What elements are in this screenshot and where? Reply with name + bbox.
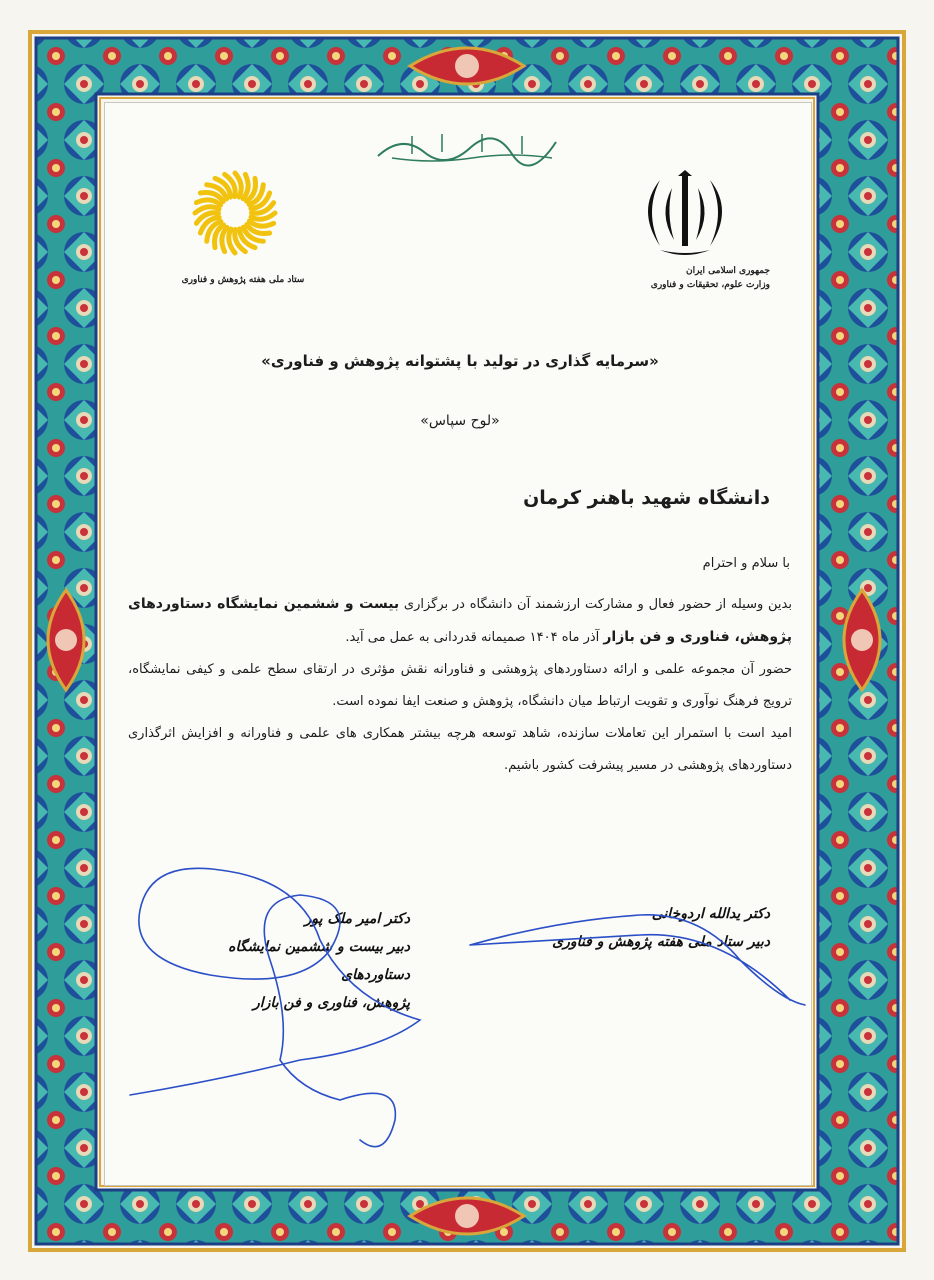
sun-rays-logo-icon bbox=[190, 168, 280, 258]
certificate-body bbox=[128, 588, 792, 782]
body-paragraph-2: حضور آن مجموعه علمی و ارائه دستاوردهای پژوهشی و فناورانه نقش مؤثری در ارتقای سطح علمی و کیفی نمایشگاه، ترویج فرهنگ نوآوری و تقویت ارتباط میان دانشگاه، پژوهش و صنعت ایفا نموده است. bbox=[128, 662, 792, 709]
signer-right-title1: دبیر ستاد ملی هفته پژوهش و فناوری bbox=[552, 934, 770, 950]
left-logo-caption: ستاد ملی هفته پژوهش و فناوری bbox=[181, 275, 305, 285]
signature-block-right bbox=[540, 900, 770, 956]
right-logo-line1: جمهوری اسلامی ایران bbox=[685, 266, 770, 276]
signature-block-left bbox=[170, 905, 410, 1017]
recipient-name: دانشگاه شهید باهنر کرمان bbox=[523, 487, 770, 509]
certificate-slogan: «سرمایه گذاری در تولید با پشتوانه پژوهش و فناوری» bbox=[261, 352, 659, 370]
signer-left-name: دکتر امیر ملک پور bbox=[304, 911, 410, 927]
basmala-calligraphy-icon bbox=[372, 128, 562, 168]
body-p1-intro: بدین وسیله از حضور فعال و مشارکت ارزشمند آن دانشگاه در برگزاری bbox=[399, 597, 792, 612]
certificate-type: «لوح سپاس» bbox=[420, 413, 500, 429]
body-p1-event: بیست و ششمین نمایشگاه دستاوردهای پژوهش، فناوری و فن بازار bbox=[128, 596, 792, 645]
body-paragraph-3: امید است با استمرار این تعاملات سازنده، شاهد توسعه هرچه بیشتر همکاری های علمی و فناورانه و افزایش اثرگذاری دستاوردهای پژوهشی در مسیر پیشرفت کشور باشیم. bbox=[128, 726, 792, 773]
greeting: با سلام و احترام bbox=[702, 556, 790, 571]
signer-right-name: دکتر یدالله اردوخانی bbox=[651, 906, 770, 922]
signer-left-title1: دبیر بیست و ششمین نمایشگاه دستاوردهای bbox=[228, 939, 410, 983]
iran-emblem-icon bbox=[630, 170, 740, 260]
signer-left-title2: پژوهش، فناوری و فن بازار bbox=[253, 995, 410, 1011]
body-p1-end: آذر ماه ۱۴۰۴ صمیمانه قدردانی به عمل می آید. bbox=[345, 630, 604, 645]
body-paragraph-1 bbox=[128, 588, 792, 654]
right-logo-caption bbox=[610, 264, 770, 292]
right-logo-line2: وزارت علوم، تحقیقات و فناوری bbox=[650, 280, 770, 290]
